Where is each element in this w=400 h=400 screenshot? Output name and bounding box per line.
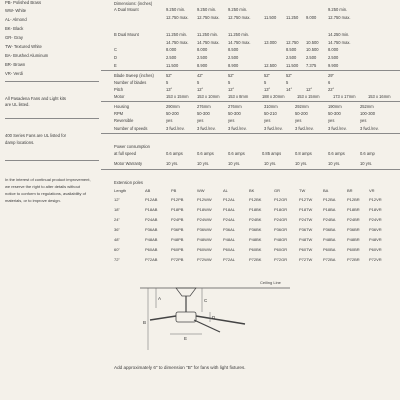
blade-sweep-label: Blade Sweep (inches) bbox=[114, 73, 154, 78]
spec-cell: 8.000 bbox=[197, 47, 208, 52]
pole-part-number: P48VR bbox=[369, 237, 382, 242]
spec-cell: 12.750 max. bbox=[228, 15, 251, 20]
spec-cell: 52" bbox=[264, 73, 271, 78]
finish-item: BR- Brown bbox=[5, 62, 26, 67]
pole-part-number: P18TW bbox=[299, 207, 313, 212]
dimensions-header: Dimensions: (inches) bbox=[114, 1, 153, 6]
spec-cell: 10 yrs. bbox=[328, 161, 341, 166]
spec-cell: 5 bbox=[286, 80, 289, 85]
spec-cell: yes bbox=[264, 118, 271, 123]
pole-part-number: P48BR bbox=[347, 237, 360, 242]
poles-row bbox=[114, 207, 382, 214]
spec-cell: 2.500 bbox=[306, 55, 317, 60]
dimension-label: E bbox=[184, 336, 188, 341]
spec-cell: 8.500 bbox=[286, 47, 297, 52]
reversible-label: Reversible bbox=[114, 118, 134, 123]
spec-cell: 190mm bbox=[328, 104, 342, 109]
spec-cell: 9.250 min. bbox=[166, 7, 186, 12]
pole-part-number: P36AB bbox=[145, 227, 158, 232]
spec-cell: 3 fwd./rev. bbox=[264, 126, 283, 131]
pole-part-number: P12BK bbox=[249, 197, 262, 202]
spec-cell: 10 yrs. bbox=[264, 161, 277, 166]
poles-header-row bbox=[114, 188, 376, 195]
spec-cell: 11.250 min. bbox=[197, 32, 219, 37]
poles-row bbox=[114, 217, 382, 224]
pole-part-number: P12PB bbox=[171, 197, 184, 202]
spec-cell: 2.500 bbox=[166, 55, 177, 60]
spec-cell: 10.500 bbox=[306, 40, 319, 45]
spec-cell: yes bbox=[328, 118, 335, 123]
pole-part-number: P72AL bbox=[223, 257, 236, 262]
pole-part-number: P72BK bbox=[249, 257, 262, 262]
b-dimension-label: B Dual Mount bbox=[114, 32, 139, 37]
poles-header: Length bbox=[114, 188, 127, 193]
spec-cell: 0.6 amps bbox=[328, 151, 345, 156]
pole-part-number: P24BK bbox=[249, 217, 262, 222]
spec-cell: 13° bbox=[166, 87, 173, 92]
spec-cell: 12.750 max. bbox=[328, 15, 351, 20]
extension-poles-title: Extension poles bbox=[114, 180, 143, 185]
pole-part-number: P48WW bbox=[197, 237, 212, 242]
spec-cell: 0.6 amps bbox=[228, 151, 245, 156]
power-label: at full speed bbox=[114, 151, 137, 156]
spec-cell: 0.6 amps bbox=[197, 151, 214, 156]
spec-cell: 12° bbox=[228, 87, 235, 92]
spec-cell: 9.000 bbox=[306, 15, 317, 20]
spec-cell: 9.250 min. bbox=[228, 7, 248, 12]
spec-cell: 252mm bbox=[360, 104, 374, 109]
number-of-blades-label: Number of blades bbox=[114, 80, 147, 85]
spec-cell: 290mm bbox=[166, 104, 180, 109]
pole-part-number: P12GR bbox=[274, 197, 288, 202]
spec-cell: 29" bbox=[328, 73, 335, 78]
spec-cell: 11.500 bbox=[286, 63, 299, 68]
pole-part-number: P36BK bbox=[249, 227, 262, 232]
spec-cell: 276mm bbox=[197, 104, 211, 109]
poles-header: BR bbox=[347, 188, 353, 193]
pole-part-number: P18BR bbox=[347, 207, 360, 212]
poles-header: GR bbox=[274, 188, 280, 193]
dimension-label: C bbox=[204, 298, 208, 303]
spec-cell: 8.000 bbox=[166, 47, 177, 52]
spec-cell: 310mm bbox=[264, 104, 278, 109]
spec-cell: 153 x 15mm bbox=[166, 94, 189, 99]
spec-cell: 2.500 bbox=[286, 55, 297, 60]
spec-cell: 14° bbox=[286, 87, 293, 92]
pole-part-number: P24TW bbox=[299, 217, 313, 222]
housing-label: Housing bbox=[114, 104, 130, 109]
spec-cell: 11.250 min. bbox=[228, 32, 250, 37]
spec-cell: 50-300 bbox=[228, 111, 241, 116]
pole-part-number: P72AB bbox=[145, 257, 158, 262]
pole-part-number: P72WW bbox=[197, 257, 212, 262]
pole-part-number: P48BK bbox=[249, 237, 262, 242]
spec-cell: 12.750 max. bbox=[197, 15, 220, 20]
pole-part-number: P72PB bbox=[171, 257, 184, 262]
pole-part-number: P24VR bbox=[369, 217, 382, 222]
spec-cell: 52" bbox=[286, 73, 293, 78]
spec-cell: 50-210 bbox=[264, 111, 277, 116]
spec-cell: 2.500 bbox=[328, 55, 339, 60]
pole-part-number: P60VR bbox=[369, 247, 382, 252]
pole-part-number: P36BR bbox=[347, 227, 360, 232]
spec-cell: 5 bbox=[228, 80, 231, 85]
poles-header: WW bbox=[197, 188, 205, 193]
rpm-label: RPM bbox=[114, 111, 124, 116]
pole-part-number: P60WW bbox=[197, 247, 212, 252]
pole-part-number: P60PB bbox=[171, 247, 184, 252]
pole-part-number: P18PB bbox=[171, 207, 184, 212]
diagram-caption: Add approximately 6" to dimension "B" for fans with light fixtures. bbox=[114, 365, 246, 370]
spec-cell: 10.500 bbox=[306, 47, 319, 52]
poles-header: BA bbox=[323, 188, 329, 193]
damp-location-note: damp locations. bbox=[5, 140, 35, 145]
pole-part-number: P36GR bbox=[274, 227, 288, 232]
poles-row bbox=[114, 197, 382, 204]
disclaimer-line: materials, or to improve design. bbox=[5, 198, 61, 203]
poles-header: AL bbox=[223, 188, 228, 193]
spec-cell: 14.750 max. bbox=[197, 40, 220, 45]
spec-cell: 14.750 max. bbox=[328, 40, 351, 45]
spec-cell: 188 x 20mm bbox=[262, 94, 285, 99]
spec-cell: 5 bbox=[264, 80, 267, 85]
spec-cell: 3 fwd./rev. bbox=[197, 126, 216, 131]
spec-cell: 100-300 bbox=[360, 111, 376, 116]
spec-cell: 12.500 bbox=[264, 63, 277, 68]
ul-listing-note: All Pasadena Fans and Light kits bbox=[5, 96, 66, 101]
pole-part-number: P24WW bbox=[197, 217, 212, 222]
pole-part-number: P48AB bbox=[145, 237, 158, 242]
pole-part-number: P18WW bbox=[197, 207, 212, 212]
poles-header: BK bbox=[249, 188, 255, 193]
pole-part-number: P72VR bbox=[369, 257, 382, 262]
section-divider bbox=[101, 70, 400, 71]
spec-cell: yes bbox=[360, 118, 367, 123]
pole-part-number: P12WW bbox=[197, 197, 212, 202]
finish-item: AL- Almond bbox=[5, 17, 27, 22]
pole-part-number: P36WW bbox=[197, 227, 212, 232]
pole-part-number: P24GR bbox=[274, 217, 288, 222]
pole-part-number: P24BR bbox=[347, 217, 360, 222]
spec-cell: 153 x 16mm bbox=[368, 94, 391, 99]
pole-part-number: P36PB bbox=[171, 227, 184, 232]
spec-cell: 14.250 min. bbox=[328, 32, 350, 37]
spec-cell: 3 fwd./rev. bbox=[328, 126, 347, 131]
pole-length: 60" bbox=[114, 247, 120, 252]
finish-item: BA- Brushed Aluminum bbox=[5, 53, 49, 58]
spec-cell: 10 yrs. bbox=[295, 161, 308, 166]
poles-row bbox=[114, 227, 382, 234]
motor-warranty-label: Motor Warranty bbox=[114, 161, 143, 166]
spec-cell: 9.250 min. bbox=[328, 7, 348, 12]
fan-blade bbox=[150, 316, 176, 320]
spec-cell: 11.500 bbox=[264, 15, 277, 20]
motor-label: Motor bbox=[114, 94, 125, 99]
c-dimension-label: C bbox=[114, 47, 117, 52]
pole-part-number: P48AL bbox=[223, 237, 236, 242]
spec-cell: 52" bbox=[166, 73, 173, 78]
sidebar-divider bbox=[5, 118, 99, 119]
pole-length: 72" bbox=[114, 257, 120, 262]
ul-listing-note: are UL listed. bbox=[5, 102, 30, 107]
spec-cell: 292mm bbox=[295, 104, 309, 109]
spec-cell: 13.000 bbox=[264, 40, 277, 45]
spec-cell: 10 yrs. bbox=[360, 161, 373, 166]
sidebar-divider bbox=[5, 81, 99, 82]
pole-part-number: P48BA bbox=[323, 237, 336, 242]
spec-cell: 3 fwd./rev. bbox=[228, 126, 247, 131]
dimension-label: B bbox=[143, 320, 147, 325]
spec-cell: 8.900 bbox=[228, 63, 239, 68]
pole-part-number: P60TW bbox=[299, 247, 313, 252]
spec-cell: 50-200 bbox=[166, 111, 179, 116]
pole-length: 36" bbox=[114, 227, 120, 232]
damp-location-note: 400 Series Fans are UL listed for bbox=[5, 133, 67, 138]
poles-header: AB bbox=[145, 188, 151, 193]
pole-part-number: P18BA bbox=[323, 207, 336, 212]
spec-cell: 5 bbox=[197, 80, 200, 85]
section-divider bbox=[101, 101, 400, 102]
pole-part-number: P60AL bbox=[223, 247, 236, 252]
pole-part-number: P18GR bbox=[274, 207, 288, 212]
pole-part-number: P36AL bbox=[223, 227, 236, 232]
poles-row bbox=[114, 247, 382, 254]
spec-cell: 8.900 bbox=[197, 63, 208, 68]
spec-cell: 11.250 min. bbox=[166, 32, 188, 37]
pole-part-number: P48GR bbox=[274, 237, 288, 242]
spec-cell: 3 fwd./rev. bbox=[166, 126, 185, 131]
pole-length: 48" bbox=[114, 237, 120, 242]
spec-cell: 11.500 bbox=[166, 63, 179, 68]
pole-part-number: P36TW bbox=[299, 227, 313, 232]
pole-part-number: P60GR bbox=[274, 247, 288, 252]
spec-cell: 12° bbox=[197, 87, 204, 92]
spec-cell: 0.6 amp bbox=[360, 151, 375, 156]
fan-blade bbox=[194, 320, 220, 332]
pole-part-number: P36BA bbox=[323, 227, 336, 232]
section-divider bbox=[101, 133, 400, 134]
pole-part-number: P60BR bbox=[347, 247, 360, 252]
pole-part-number: P72TW bbox=[299, 257, 313, 262]
spec-cell: 153 x 10mm bbox=[197, 94, 220, 99]
motor-housing bbox=[176, 312, 196, 322]
disclaimer-line: In the interest of continual product improvement, bbox=[5, 177, 91, 182]
spec-cell: 276mm bbox=[228, 104, 242, 109]
pole-part-number: P60BK bbox=[249, 247, 262, 252]
spec-cell: 5 bbox=[166, 80, 169, 85]
e-dimension-label: E bbox=[114, 63, 117, 68]
pole-part-number: P12AL bbox=[223, 197, 236, 202]
pole-part-number: P12TW bbox=[299, 197, 313, 202]
pole-part-number: P18BK bbox=[249, 207, 262, 212]
spec-cell: 10 yrs. bbox=[228, 161, 241, 166]
spec-cell: 2.500 bbox=[228, 55, 239, 60]
pole-part-number: P12BA bbox=[323, 197, 336, 202]
spec-cell: 52" bbox=[228, 73, 235, 78]
spec-cell: 11.250 bbox=[286, 15, 299, 20]
pole-part-number: P24AL bbox=[223, 217, 236, 222]
pole-part-number: P12AB bbox=[145, 197, 158, 202]
fan-blade bbox=[196, 316, 245, 324]
finish-item: TW- Textured White bbox=[5, 44, 42, 49]
number-of-speeds-label: Number of speeds bbox=[114, 126, 148, 131]
spec-cell: 0.8 amps bbox=[295, 151, 312, 156]
power-label: Power consumption bbox=[114, 144, 150, 149]
pole-part-number: P72GR bbox=[274, 257, 288, 262]
spec-cell: 42" bbox=[197, 73, 204, 78]
pole-part-number: P36VR bbox=[369, 227, 382, 232]
disclaimer-line: we reserve the right to alter details without bbox=[5, 184, 80, 189]
sidebar-divider bbox=[5, 160, 99, 161]
canopy-shape bbox=[176, 288, 196, 296]
pole-part-number: P24PB bbox=[171, 217, 184, 222]
spec-cell: 3 fwd./rev. bbox=[360, 126, 379, 131]
spec-cell: 153 x 15mm bbox=[297, 94, 320, 99]
disclaimer-line: notice to conform to regulations, availability of bbox=[5, 191, 86, 196]
spec-cell: yes bbox=[197, 118, 204, 123]
spec-cell: 8.000 bbox=[328, 47, 339, 52]
d-dimension-label: D bbox=[114, 55, 117, 60]
finish-item: WW- White bbox=[5, 8, 27, 13]
spec-cell: yes bbox=[228, 118, 235, 123]
spec-cell: 9.900 bbox=[328, 63, 339, 68]
spec-cell: 10 yrs. bbox=[197, 161, 210, 166]
spec-cell: 13° bbox=[264, 87, 271, 92]
spec-cell: 8.500 bbox=[228, 47, 239, 52]
poles-row bbox=[114, 237, 382, 244]
spec-cell: yes bbox=[295, 118, 302, 123]
pole-part-number: P12VR bbox=[369, 197, 382, 202]
spec-cell: 173 x 17mm bbox=[333, 94, 356, 99]
pitch-label: Pitch bbox=[114, 87, 124, 92]
spec-cell: 6 bbox=[328, 80, 331, 85]
poles-header: TW bbox=[299, 188, 306, 193]
spec-cell: 50-300 bbox=[328, 111, 341, 116]
spec-cell: 3 fwd./rev. bbox=[295, 126, 314, 131]
pole-part-number: P18AB bbox=[145, 207, 158, 212]
finish-sidebar bbox=[0, 0, 101, 400]
finish-item: PB- Polished Brass bbox=[5, 0, 42, 5]
spec-cell: 153 x 8mm bbox=[228, 94, 249, 99]
pole-part-number: P18VR bbox=[369, 207, 382, 212]
finish-item: GR- Gray bbox=[5, 35, 23, 40]
pole-part-number: P60BA bbox=[323, 247, 336, 252]
spec-cell: 12.750 max. bbox=[166, 15, 189, 20]
section-divider bbox=[101, 169, 400, 170]
pole-part-number: P12BR bbox=[347, 197, 360, 202]
pole-length: 12" bbox=[114, 197, 120, 202]
spec-cell: 22° bbox=[328, 87, 335, 92]
spec-cell: 0.85 amps bbox=[262, 151, 282, 156]
spec-cell: 7.375 bbox=[306, 63, 317, 68]
spec-cell: yes bbox=[166, 118, 173, 123]
spec-cell: 0.6 amps bbox=[166, 151, 183, 156]
pole-length: 24" bbox=[114, 217, 120, 222]
pole-part-number: P24BA bbox=[323, 217, 336, 222]
pole-part-number: P24AB bbox=[145, 217, 158, 222]
dimension-label: D bbox=[212, 315, 216, 320]
spec-cell: 10 yrs. bbox=[166, 161, 179, 166]
spec-cell: 2.500 bbox=[197, 55, 208, 60]
spec-cell: 14.750 max. bbox=[166, 40, 189, 45]
ceiling-line-label: Ceiling Line bbox=[260, 280, 281, 285]
spec-cell: 12° bbox=[306, 87, 313, 92]
dimension-label: A bbox=[158, 296, 162, 301]
pole-length: 18" bbox=[114, 207, 120, 212]
spec-cell: 50-300 bbox=[197, 111, 210, 116]
spec-cell: 12.750 bbox=[286, 40, 299, 45]
pole-part-number: P48PB bbox=[171, 237, 184, 242]
fan-dimension-diagram bbox=[110, 278, 350, 360]
spec-cell: 14.750 max. bbox=[228, 40, 251, 45]
pole-part-number: P72BA bbox=[323, 257, 336, 262]
pole-part-number: P60AB bbox=[145, 247, 158, 252]
spec-cell: 50-200 bbox=[295, 111, 308, 116]
a-dimension-label: A Dual Mount bbox=[114, 7, 139, 12]
poles-header: PB bbox=[171, 188, 177, 193]
finish-item: BK- Black bbox=[5, 26, 24, 31]
pole-part-number: P72BR bbox=[347, 257, 360, 262]
poles-header: VR bbox=[369, 188, 375, 193]
pole-part-number: P18AL bbox=[223, 207, 236, 212]
poles-row bbox=[114, 257, 382, 264]
pole-part-number: P48TW bbox=[299, 237, 313, 242]
finish-item: VR- Verdi bbox=[5, 71, 23, 76]
spec-cell: 9.250 min. bbox=[197, 7, 217, 12]
